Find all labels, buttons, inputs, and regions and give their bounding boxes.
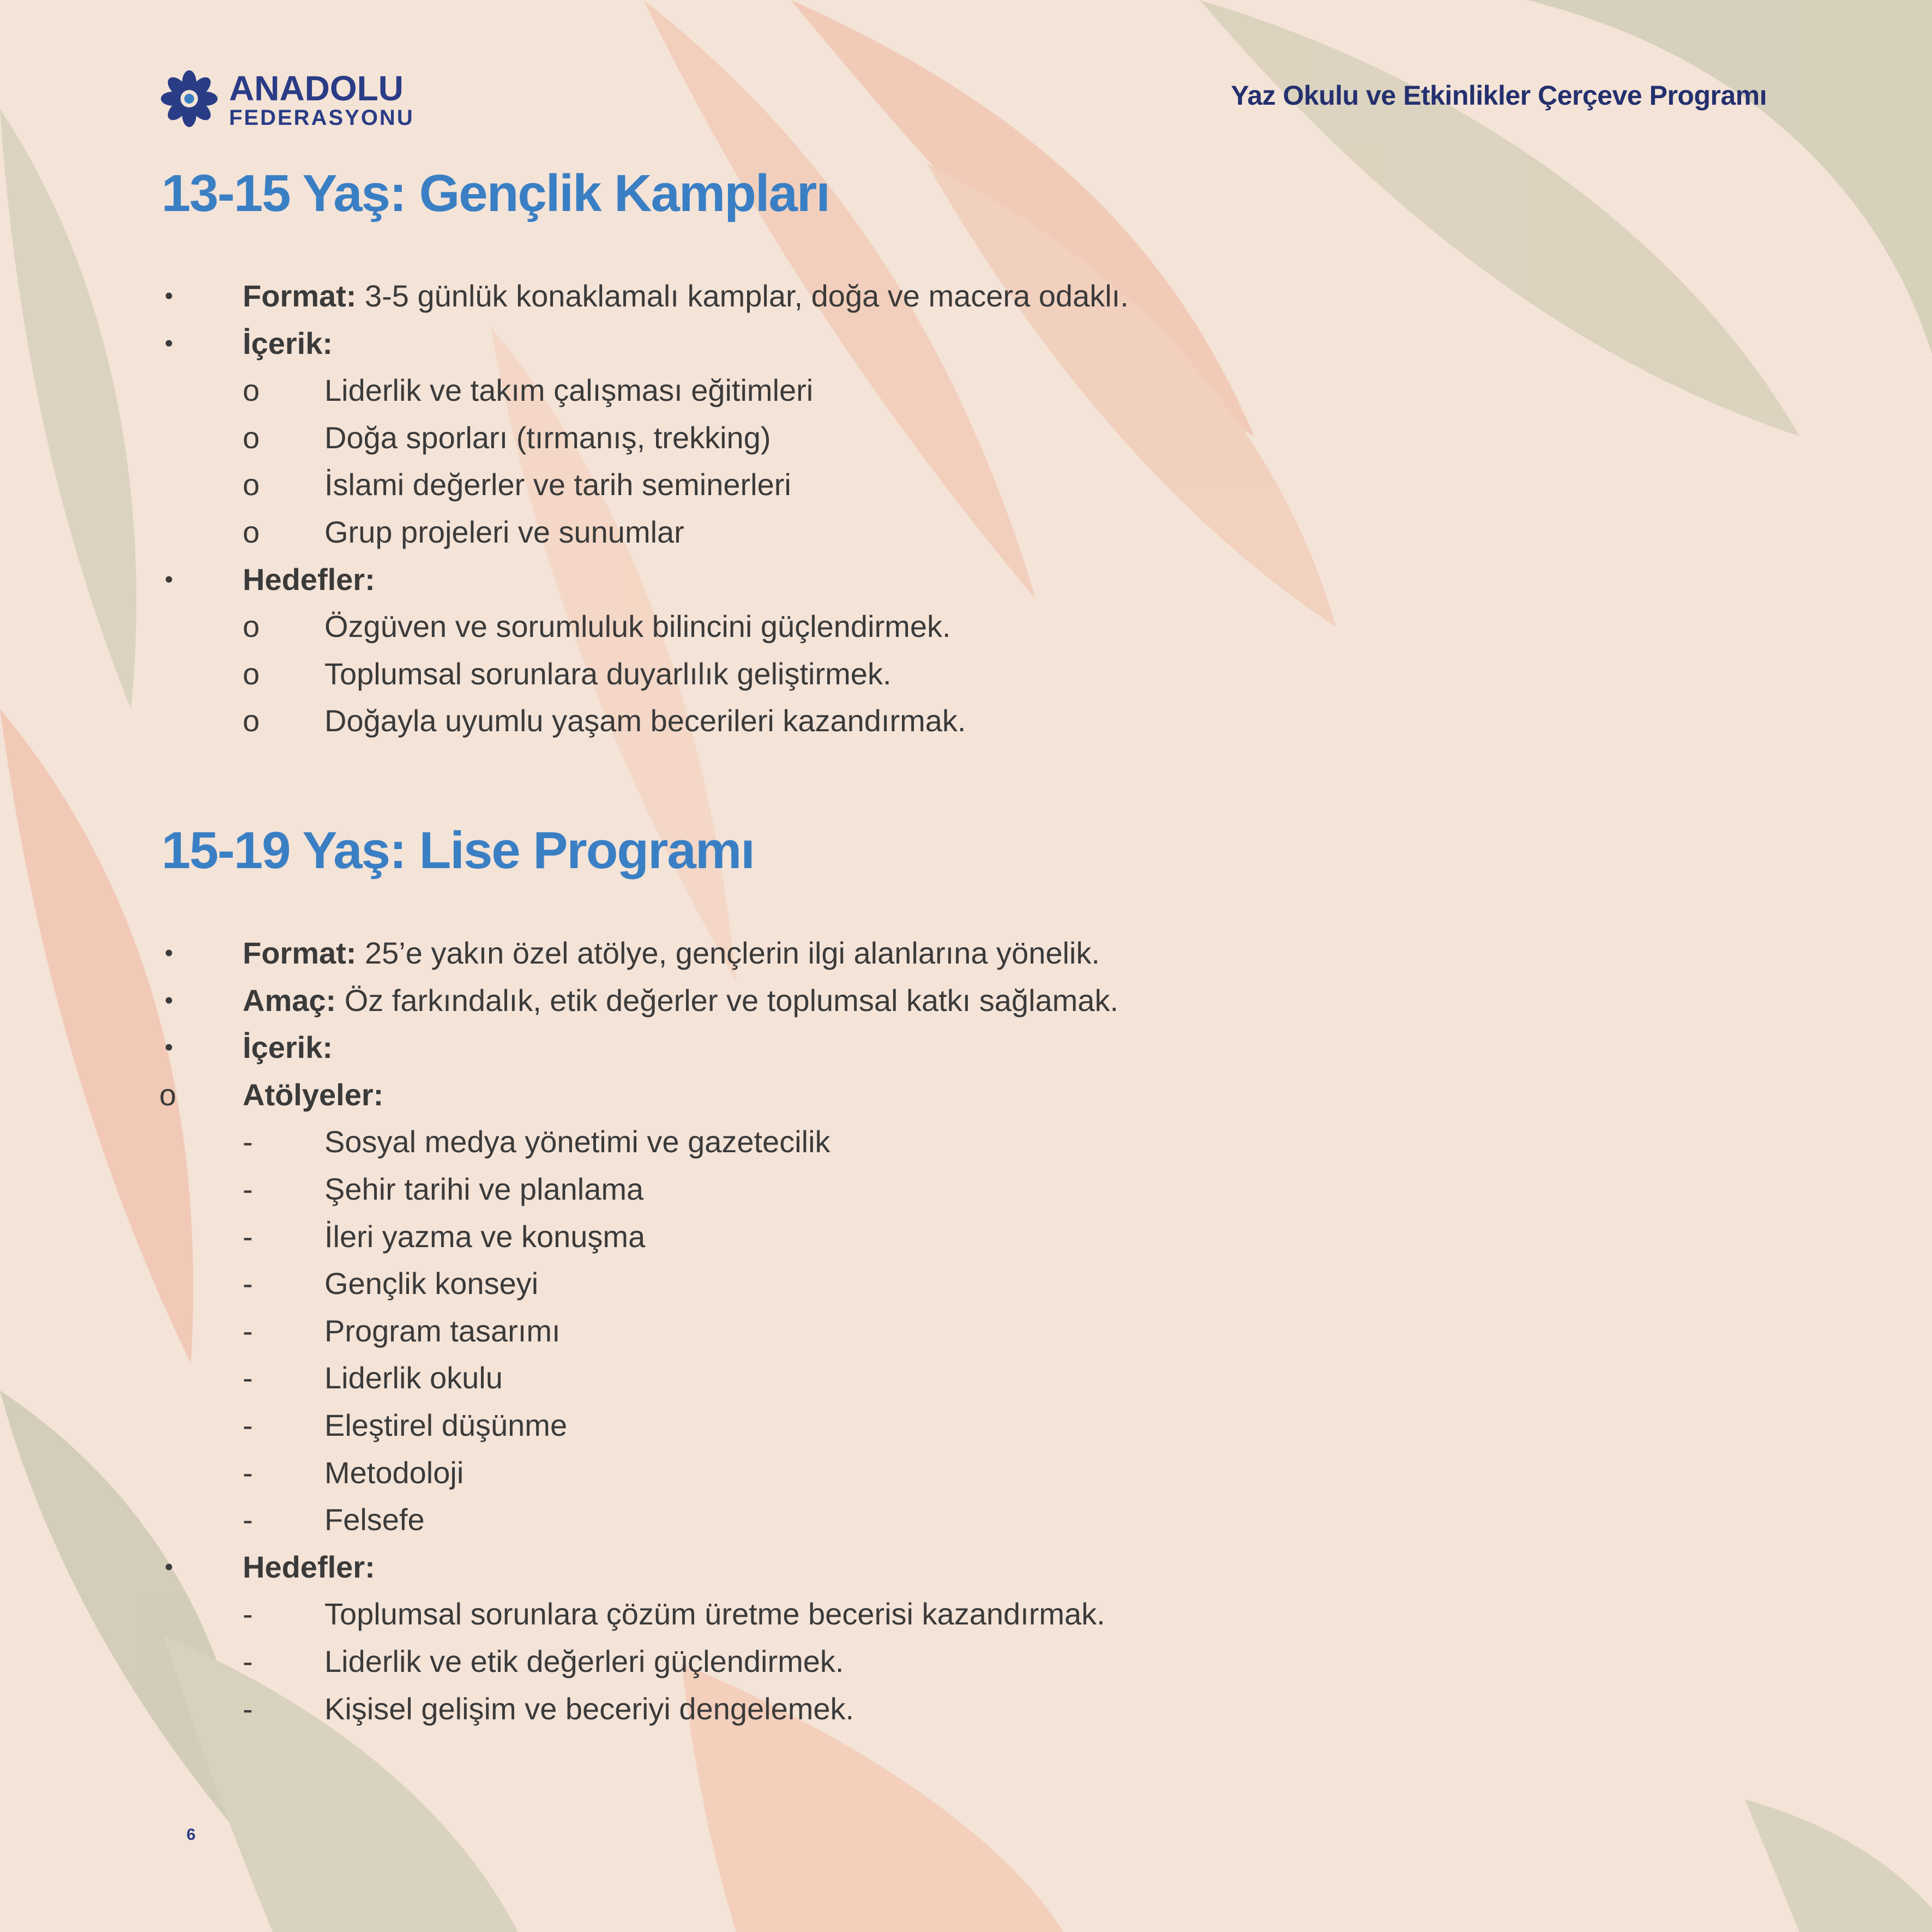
item-label: İçerik: bbox=[243, 1030, 333, 1065]
logo-line-federasyonu: FEDERASYONU bbox=[229, 106, 414, 130]
item-text: İslami değerler ve tarih seminerleri bbox=[324, 467, 791, 502]
dash-marker: - bbox=[243, 1171, 253, 1206]
list-item-text bbox=[243, 320, 333, 368]
circle-marker: o bbox=[243, 420, 260, 455]
list-item bbox=[0, 414, 1254, 462]
list-item bbox=[0, 320, 1254, 368]
item-text: Şehir tarihi ve planlama bbox=[324, 1171, 644, 1206]
bullet-marker: • bbox=[165, 565, 173, 593]
dash-marker: - bbox=[243, 1313, 253, 1348]
dash-marker: - bbox=[243, 1455, 253, 1490]
item-text: Öz farkındalık, etik değerler ve toplumsal katkı sağlamak. bbox=[336, 983, 1119, 1018]
item-text: Liderlik okulu bbox=[324, 1361, 503, 1395]
list-item-text bbox=[243, 1024, 333, 1072]
item-label: Atölyeler: bbox=[243, 1077, 384, 1112]
item-label: Hedefler: bbox=[243, 562, 375, 597]
list-item bbox=[0, 1449, 1254, 1497]
list-item bbox=[0, 697, 1254, 745]
item-text: Kişisel gelişim ve beceriyi dengelemek. bbox=[324, 1691, 854, 1726]
circle-marker: o bbox=[243, 373, 260, 408]
dash-marker: - bbox=[243, 1266, 253, 1301]
item-text: Sosyal medya yönetimi ve gazetecilik bbox=[324, 1124, 830, 1159]
logo-line-anadolu: ANADOLU bbox=[229, 69, 404, 108]
list-item-text bbox=[243, 930, 1100, 977]
item-label: Format: bbox=[243, 279, 357, 313]
list-item-text bbox=[243, 1072, 383, 1119]
bullet-marker: • bbox=[165, 1553, 173, 1580]
dash-marker: - bbox=[243, 1597, 253, 1632]
list-item bbox=[0, 1402, 1254, 1449]
item-text: Metodoloji bbox=[324, 1455, 464, 1490]
section-title-high-school-program: 15-19 Yaş: Lise Programı bbox=[161, 821, 754, 880]
dash-marker: - bbox=[243, 1644, 253, 1678]
item-text: Doğa sporları (tırmanış, trekking) bbox=[324, 420, 771, 455]
item-text: 25’e yakın özel atölye, gençlerin ilgi alanlarına yönelik. bbox=[356, 936, 1100, 970]
list-item bbox=[0, 1072, 1254, 1119]
item-text: Toplumsal sorunlara çözüm üretme becerisi kazandırmak. bbox=[324, 1597, 1105, 1632]
flower-logo-icon bbox=[159, 69, 219, 129]
circle-marker: o bbox=[243, 514, 260, 549]
list-item bbox=[0, 1118, 1254, 1166]
item-text: Gençlik konseyi bbox=[324, 1266, 539, 1301]
list-item bbox=[0, 1496, 1254, 1544]
list-item bbox=[0, 273, 1254, 320]
bullet-marker: • bbox=[165, 329, 173, 357]
section-title-youth-camps: 13-15 Yaş: Gençlik Kampları bbox=[161, 164, 829, 222]
item-label: İçerik: bbox=[243, 326, 333, 360]
item-text: Toplumsal sorunlara duyarlılık geliştirmek. bbox=[324, 656, 892, 691]
federation-logo bbox=[159, 69, 416, 130]
circle-marker: o bbox=[243, 609, 260, 644]
bullet-marker: • bbox=[165, 1034, 173, 1061]
item-label: Hedefler: bbox=[243, 1549, 375, 1584]
list-item bbox=[0, 1260, 1254, 1308]
list-item-text bbox=[243, 556, 375, 604]
list-item bbox=[0, 651, 1254, 698]
list-item-text bbox=[243, 1544, 375, 1591]
circle-marker: o bbox=[243, 703, 260, 738]
page-number: 6 bbox=[186, 1826, 196, 1844]
dash-marker: - bbox=[243, 1502, 253, 1537]
list-item bbox=[0, 461, 1254, 509]
list-item bbox=[0, 1638, 1254, 1686]
item-text: Program tasarımı bbox=[324, 1313, 561, 1348]
list-item-text bbox=[243, 273, 1129, 320]
list-item bbox=[0, 556, 1254, 604]
item-text: Grup projeleri ve sunumlar bbox=[324, 514, 684, 549]
list-item bbox=[0, 977, 1254, 1025]
high-school-program-list bbox=[0, 930, 1254, 1732]
item-label: Amaç: bbox=[243, 983, 336, 1018]
list-item bbox=[0, 603, 1254, 651]
bullet-marker: • bbox=[165, 282, 173, 309]
dash-marker: - bbox=[243, 1124, 253, 1159]
circle-marker: o bbox=[159, 1077, 177, 1112]
list-item bbox=[0, 1166, 1254, 1213]
list-item bbox=[0, 1213, 1254, 1261]
item-text: 3-5 günlük konaklamalı kamplar, doğa ve macera odaklı. bbox=[356, 279, 1129, 313]
item-label: Format: bbox=[243, 936, 357, 970]
list-item bbox=[0, 1686, 1254, 1733]
bullet-marker: • bbox=[165, 940, 173, 966]
youth-camps-list bbox=[0, 273, 1254, 745]
bullet-marker: • bbox=[165, 986, 173, 1014]
dash-marker: - bbox=[243, 1691, 253, 1726]
dash-marker: - bbox=[243, 1219, 253, 1254]
logo-wordmark bbox=[229, 71, 414, 129]
list-item-text bbox=[243, 977, 1118, 1025]
item-text: Felsefe bbox=[324, 1502, 425, 1537]
item-text: İleri yazma ve konuşma bbox=[324, 1219, 646, 1254]
list-item bbox=[0, 509, 1254, 556]
document-header-title: Yaz Okulu ve Etkinlikler Çerçeve Programı bbox=[1231, 80, 1767, 111]
circle-marker: o bbox=[243, 656, 260, 691]
item-text: Doğayla uyumlu yaşam becerileri kazandırmak. bbox=[324, 703, 966, 738]
circle-marker: o bbox=[243, 467, 260, 502]
list-item bbox=[0, 930, 1254, 977]
item-text: Eleştirel düşünme bbox=[324, 1407, 568, 1442]
list-item bbox=[0, 367, 1254, 414]
dash-marker: - bbox=[243, 1361, 253, 1395]
dash-marker: - bbox=[243, 1407, 253, 1442]
list-item bbox=[0, 1308, 1254, 1355]
item-text: Liderlik ve takım çalışması eğitimleri bbox=[324, 373, 814, 408]
item-text: Özgüven ve sorumluluk bilincini güçlendirmek. bbox=[324, 609, 951, 644]
list-item bbox=[0, 1544, 1254, 1591]
item-text: Liderlik ve etik değerleri güçlendirmek. bbox=[324, 1644, 844, 1678]
list-item bbox=[0, 1024, 1254, 1072]
list-item bbox=[0, 1355, 1254, 1402]
list-item bbox=[0, 1591, 1254, 1638]
